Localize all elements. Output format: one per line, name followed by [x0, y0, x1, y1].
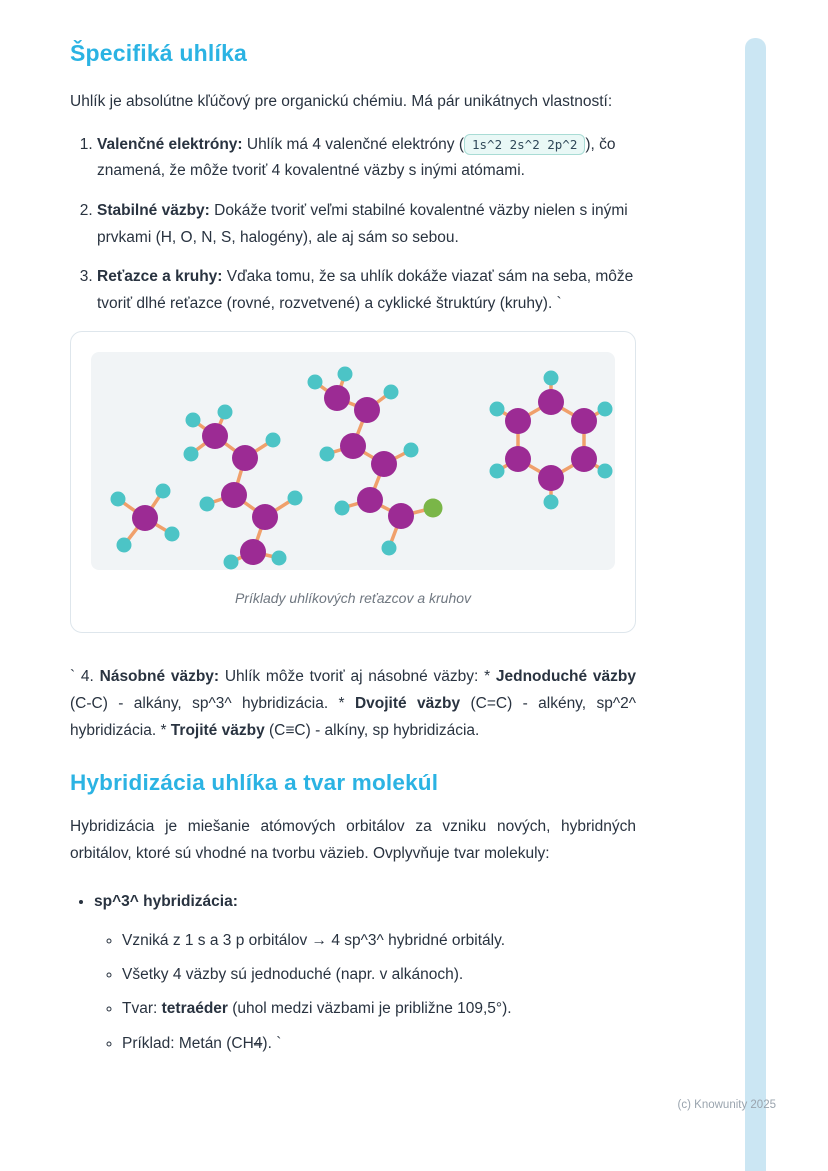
illustration-card [70, 331, 636, 633]
carbon-atoms [132, 385, 597, 565]
section-title-specifika-uhlika: Špecifiká uhlíka [70, 40, 248, 66]
intro-paragraph: Uhlík je absolútne kľúčový pre organickú chémiu. Má pár unikátnych vlastností: [70, 93, 613, 110]
list-item-text: ). ` [262, 1034, 282, 1052]
list-item-bold: tetraéder [161, 1000, 228, 1018]
list-item-strikethrough: 4 [253, 1034, 263, 1052]
sublist-item-tvar [122, 996, 636, 1022]
carbon-properties-list [70, 132, 636, 318]
list-item-text: (uhol medzi väzbami je približne 109,5°). [227, 1000, 512, 1018]
list-item-label: Reťazce a kruhy: [97, 268, 223, 286]
list-item-retazce-a-kruhy [97, 264, 636, 317]
scrollbar-strip[interactable] [745, 38, 766, 1171]
list-item-text: Vďaka tomu, že sa uhlík dokáže viazať sám na seba, môže tvoriť dlhé reťazce (rovné, rozvetvené) a cyklické štruktúry (kruhy). ` [97, 268, 634, 312]
list-item-label: sp^3^ hybridizácia: [94, 893, 238, 911]
list-item-stabilne-vazby [97, 198, 636, 251]
document-content [70, 40, 636, 1065]
paragraph-bold: Jednoduché väzby [495, 667, 636, 685]
copyright-notice: (c) Knowunity 2025 [677, 1099, 776, 1111]
hybridization-paragraph: Hybridizácia je miešanie atómových orbitálov za vzniku nových, hybridných orbitálov, ktoré sú vhodné na tvorbu väzieb. Ovplyvňuje tvar molekuly: [70, 817, 636, 862]
substituent-atom-green [424, 498, 443, 517]
list-item-sp3-hybridizacia [94, 889, 636, 1057]
paragraph-bold: Trojité väzby [170, 721, 265, 739]
molecule-diagram-svg [91, 352, 615, 570]
sp3-sublist [94, 928, 636, 1057]
list-item-text: ), čo znamená, že môže tvoriť 4 kovalentné väzby s inými atómami. [97, 135, 616, 180]
list-item-valencne-elektrony [97, 132, 636, 185]
code-chip-electron-configuration: 1s^2 2s^2 2p^2 [464, 134, 585, 155]
list-item-text: Všetky 4 väzby sú jednoduché (napr. v alkánoch). [122, 965, 464, 983]
list-item-text: Príklad: Metán (CH [122, 1034, 254, 1052]
multiple-bonds-paragraph [70, 663, 636, 744]
sublist-item-priklad [122, 1031, 636, 1057]
paragraph-text: (C≡C) - alkíny, sp hybridizácia. [264, 721, 480, 739]
paragraph-text: ` 4. [70, 667, 100, 685]
paragraph-text: Uhlík môže tvoriť aj násobné väzby: * [219, 667, 496, 685]
section-title-hybridizacia: Hybridizácia uhlíka a tvar molekúl [70, 769, 439, 795]
list-item-text: Vzniká z 1 s a 3 p orbitálov → 4 sp^3^ hybridné orbitály. [122, 931, 506, 949]
sublist-item-orbitaly [122, 928, 636, 954]
sublist-item-vazby [122, 962, 636, 988]
molecule-illustration [91, 352, 615, 570]
figure-caption: Príklady uhlíkových reťazcov a kruhov [234, 589, 472, 606]
paragraph-text: (C-C) - alkány, sp^3^ hybridizácia. * [70, 694, 355, 712]
list-item-label: Stabilné väzby: [97, 201, 210, 219]
list-item-text: Dokáže tvoriť veľmi stabilné kovalentné väzby nielen s inými prvkami (H, O, N, S, halogény), ale aj sám so sebou. [97, 201, 628, 246]
paragraph-bold: Násobné väzby: [99, 667, 220, 685]
list-item-text: Tvar: [122, 1000, 162, 1018]
hydrogen-atoms [111, 366, 613, 569]
paragraph-text: (C=C) - alkény, sp^2^ hybridizácia. * [70, 694, 637, 739]
paragraph-bold: Dvojité väzby [354, 694, 461, 712]
list-item-text: Uhlík má 4 valenčné elektróny ( [242, 135, 464, 153]
list-item-label: Valenčné elektróny: [97, 135, 243, 153]
hybridization-list [70, 889, 636, 1057]
